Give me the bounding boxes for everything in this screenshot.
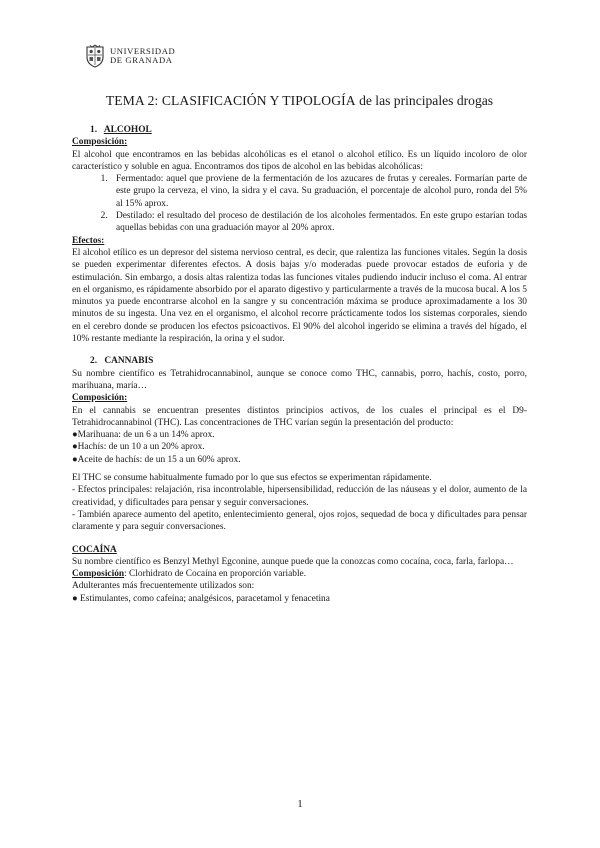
page-number: 1 — [297, 798, 303, 810]
section-heading-cannabis — [72, 355, 527, 367]
efectos-label: Efectos: — [72, 235, 105, 246]
cocaina-intro: Su nombre científico es Benzyl Methyl Egconine, aunque puede que la conozcas como cocaína, coca, farla, farlopa… — [72, 556, 514, 567]
bullet-item: ● Estimulantes, como cafeína; analgésicos, paracetamol y fenacetina — [72, 593, 330, 604]
bullet-item: ●Hachís: de un 10 a un 20% aprox. — [72, 442, 205, 453]
cocaina-composicion — [72, 568, 527, 580]
composicion-text: : Clorhidrato de Cocaína en proporción variable. — [124, 569, 307, 580]
composicion-label: Composición: — [72, 393, 128, 404]
logo-text — [110, 47, 175, 66]
alcohol-types-list — [72, 173, 527, 234]
bullet-item: ●Aceite de hachís: de un 15 a un 60% aprox. — [72, 454, 241, 465]
composicion-text: El alcohol que encontramos en las bebidas alcohólicas es el etanol o alcohol etílico. Es un líquido incoloro de olor característico y soluble en agua. Encontramos dos tipos de alcohol en las bebidas alcohólicas: — [72, 149, 527, 172]
university-logo — [84, 44, 175, 68]
logo-line-2: DE GRANADA — [110, 55, 173, 65]
page-title — [72, 92, 527, 110]
cannabis-intro: Su nombre científico es Tetrahidrocannabinol, aunque se conoce como THC, cannabis, porro, hachís, costo, porro, marihuana, maría… — [72, 368, 527, 391]
efectos-text: El alcohol etílico es un depresor del sistema nervioso central, es decir, que ralentiza las funciones vitales. Según la dosis se pueden experimentar diferentes efectos. A dosis bajas y/o moderadas puede provocar estados de euforia y de estimulación. Sin embargo, a dosis altas ralentiza todas las funciones vitales pudiendo inducir incluso el coma. Al entrar en el organismo, es rápidamente absorbido por el aparato digestivo y particularmente a través de la mucosa bucal. A los 5 minutos ya puede encontrarse alcohol en la sangre y su concentración máxima se produce aproximadamente a los 30 minutos de su ingesta. Una vez en el organismo, el alcohol recorre prácticamente todos los sistemas corporales, siendo en el cerebro donde se producen los efectos psicoactivos. El 90% del alcohol ingerido se elimina a través del hígado, el 10% restante mediante la respiración, la orina y el sudor. — [72, 247, 527, 345]
section-heading-alcohol — [72, 124, 527, 136]
bullet-item: ●Marihuana: de un 6 a un 14% aprox. — [72, 430, 215, 441]
otros-efectos-text: - También aparece aumento del apetito, enlentecimiento general, ojos rojos, sequedad de boca y dificultades para pensar claramente y para seguir conversaciones. — [72, 509, 527, 533]
composicion-label: Composición: — [72, 137, 128, 148]
section-heading-cocaina — [72, 544, 527, 556]
title-main: TEMA 2: CLASIFICACIÓN Y TIPOLOGÍA — [105, 93, 356, 108]
section-number: 2. — [90, 356, 98, 367]
efectos-principales-text: - Efectos principales: relajación, risa incontrolable, hipersensibilidad, reducción de las náuseas y el dolor, aumento de la creatividad, y dificultades para pensar y seguir conversaciones. — [72, 485, 527, 508]
list-item: 1. Fermentado: aquel que proviene de la fermentación de los azucares de frutas y cereales. Formarían parte de este grupo la cerveza, el vino, la sidra y el cava. Su graduación, el porcentaje de alcohol puro, ronda del 5% al 15% aprox. — [110, 173, 527, 210]
section-title: CANNABIS — [104, 356, 154, 367]
document-body — [72, 92, 527, 605]
list-item: 2. Destilado: el resultado del proceso de destilación de los alcoholes fermentados. En este grupo estarían todas aquellas bebidas con una graduación mayor al 20% aprox. — [110, 210, 527, 235]
composicion-label: Composición — [72, 569, 125, 580]
section-title: COCAÍNA — [72, 544, 117, 555]
section-number: 1. — [90, 125, 98, 135]
composicion-text: En el cannabis se encuentran presentes distintos principios activos, de los cuales el principal es el D9-Tetrahidrocannabinol (THC). Las concentraciones de THC varían según la presentación del producto: — [72, 405, 527, 428]
adulterantes-text: Adulterantes más frecuentemente utilizados son: — [72, 581, 255, 592]
section-title: ALCOHOL — [103, 125, 152, 135]
crest-icon — [84, 44, 106, 68]
logo-line-1: UNIVERSIDAD — [110, 45, 176, 56]
title-rest: de las principales drogas — [355, 93, 494, 108]
consumo-text: El THC se consume habitualmente fumado por lo que sus efectos se experimentan rápidamente. — [72, 473, 432, 484]
